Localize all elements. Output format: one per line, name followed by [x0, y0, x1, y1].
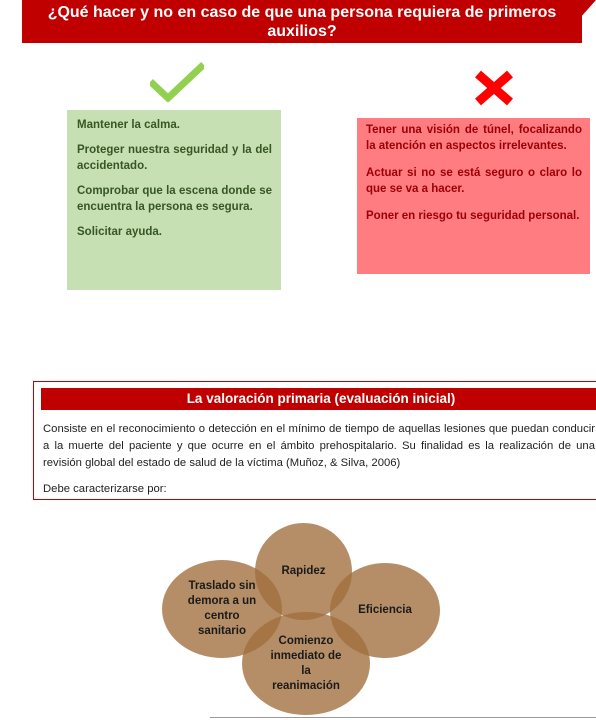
characteristics-diagram — [160, 520, 442, 715]
x-icon — [472, 70, 516, 106]
section-title: La valoración primaria (evaluación inicial) — [41, 388, 596, 410]
do-item: Proteger nuestra seguridad y la del accidentado. — [77, 144, 272, 172]
corner-flag — [580, 0, 596, 18]
circle-top-label: Rapidez — [281, 565, 326, 577]
circle-bottom-label: Comienzo inmediato de la reanimación — [270, 634, 342, 692]
section-characterize: Debe caracterizarse por: — [43, 483, 167, 495]
circle-left-label: Traslado sin demora a un centro sanitario — [187, 580, 257, 637]
dont-item: Tener una visión de túnel, focalizando la atención en aspectos irrelevantes. — [366, 124, 582, 152]
dont-list — [357, 118, 590, 274]
section-paragraph: Consiste en el reconocimiento o detección en el mínimo de tiempo de aquellas lesiones que puedan conducir a la muerte del paciente y que ocurre en el ámbito prehospitalario. Su finalidad es la realización de una revisión global del estado de salud de la víctima (Muñoz, & Silva, 2006) — [43, 423, 595, 469]
do-item: Solicitar ayuda. — [77, 226, 163, 238]
dont-item: Poner en riesgo tu seguridad personal. — [366, 210, 580, 222]
bottom-divider — [210, 717, 596, 718]
do-item: Comprobar que la escena donde se encuentra la persona es segura. — [77, 185, 272, 213]
do-item: Mantener la calma. — [77, 119, 180, 131]
primary-assessment-section — [33, 381, 596, 500]
check-icon — [150, 62, 204, 102]
do-list — [67, 110, 281, 290]
page-title-text: ¿Qué hacer y no en caso de que una persona requiera de primeros auxilios? — [47, 3, 557, 40]
circle-right-label: Eficiencia — [358, 604, 412, 616]
page-title — [22, 0, 582, 43]
dont-item: Actuar si no se está seguro o claro lo que se va a hacer. — [366, 167, 582, 195]
section-body — [43, 421, 595, 498]
circle-bottom — [242, 612, 370, 715]
